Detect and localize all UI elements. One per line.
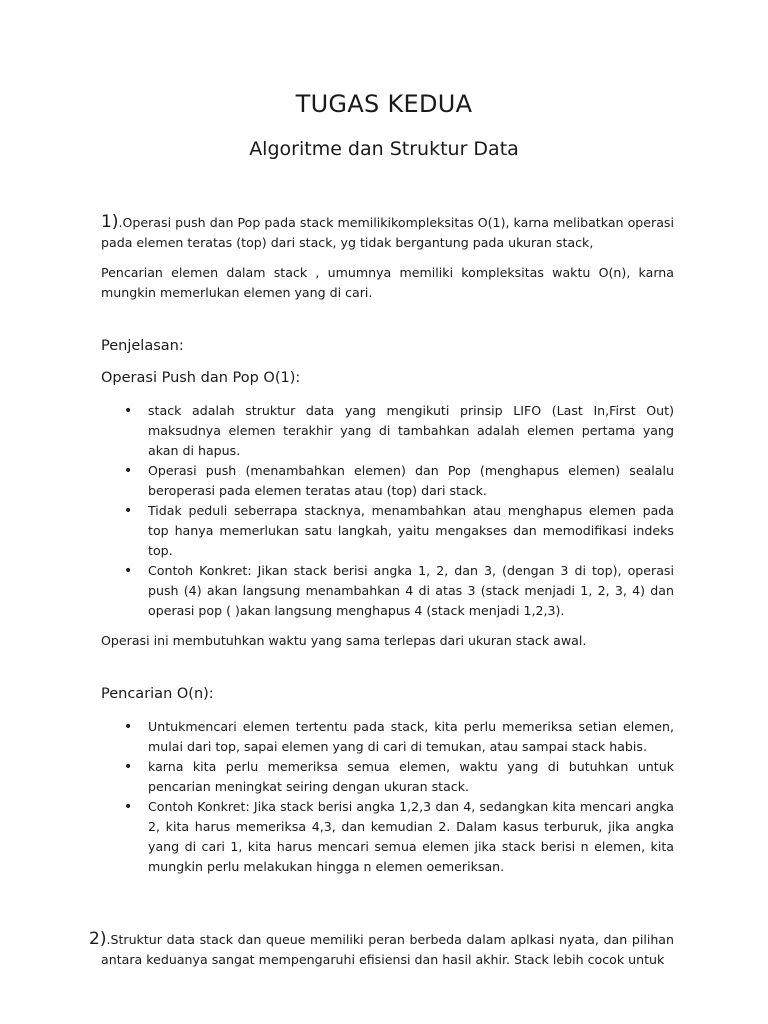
push-pop-list — [101, 401, 674, 621]
list-item: • Contoh Konkret: Jika stack berisi angka 1,2,3 dan 4, sedangkan kita mencari angka 2, kita harus memeriksa 4,3, dan kemudian 2. Dalam kasus terburuk, jika angka yang di cari 1, kita harus mencari semua elemen jika stack berisi n elemen, kita mungkin perlu melakukan hingga n elemen oemeriksan. — [101, 797, 674, 877]
question-2-text: .Struktur data stack dan queue memiliki peran berbeda dalam aplkasi nyata, dan pilihan antara keduanya sangat mempengaruhi efisiensi dan hasil akhir. Stack lebih cocok untuk — [101, 932, 674, 967]
question-1-text: .Operasi push dan Pop pada stack memilikikompleksitas O(1), karna melibatkan operasi pada elemen teratas (top) dari stack, yg tidak bergantung pada ukuran stack, — [101, 215, 674, 250]
list-item: • Tidak peduli seberrapa stacknya, menambahkan atau menghapus elemen pada top hanya memerlukan satu langkah, yaitu mengakses dan memodifikasi indeks top. — [101, 501, 674, 561]
push-pop-heading: Operasi Push dan Pop O(1): — [101, 370, 301, 386]
document-title: TUGAS KEDUA — [295, 90, 473, 118]
penjelasan-heading: Penjelasan: — [101, 338, 184, 354]
list-item: • stack adalah struktur data yang mengikuti prinsip LIFO (Last In,First Out) maksudnya elemen terakhir yang di tambahkan adalah elemen pertama yang akan di hapus. — [101, 401, 674, 461]
pencarian-heading: Pencarian O(n): — [101, 686, 214, 702]
question-1-number: 1) — [101, 212, 119, 232]
list-item: • karna kita perlu memeriksa semua elemen, waktu yang di butuhkan untuk pencarian meningkat seiring dengan ukuran stack. — [101, 757, 674, 797]
question-1-paragraph — [101, 212, 674, 253]
pencarian-list — [101, 717, 674, 877]
question-1-paragraph-2: Pencarian elemen dalam stack , umumnya memiliki kompleksitas waktu O(n), karna mungkin memerlukan elemen yang di cari. — [101, 265, 674, 300]
push-pop-conclusion: Operasi ini membutuhkan waktu yang sama terlepas dari ukuran stack awal. — [101, 633, 587, 648]
list-item: • Untukmencari elemen tertentu pada stack, kita perlu memeriksa setian elemen, mulai dari top, sapai elemen yang di cari di temukan, atau sampai stack habis. — [101, 717, 674, 757]
question-2-number: 2) — [89, 929, 107, 949]
question-2-paragraph — [89, 929, 674, 970]
document-subtitle: Algoritme dan Struktur Data — [249, 138, 519, 160]
document-body — [89, 212, 674, 970]
list-item: • Contoh Konkret: Jikan stack berisi angka 1, 2, dan 3, (dengan 3 di top), operasi push (4) akan langsung menambahkan 4 di atas 3 (stack menjadi 1, 2, 3, 4) dan operasi pop ( )akan langsung menghapus 4 (stack menjadi 1,2,3). — [101, 561, 674, 621]
list-item: • Operasi push (menambahkan elemen) dan Pop (menghapus elemen) sealalu beroperasi pada elemen teratas atau (top) dari stack. — [101, 461, 674, 501]
